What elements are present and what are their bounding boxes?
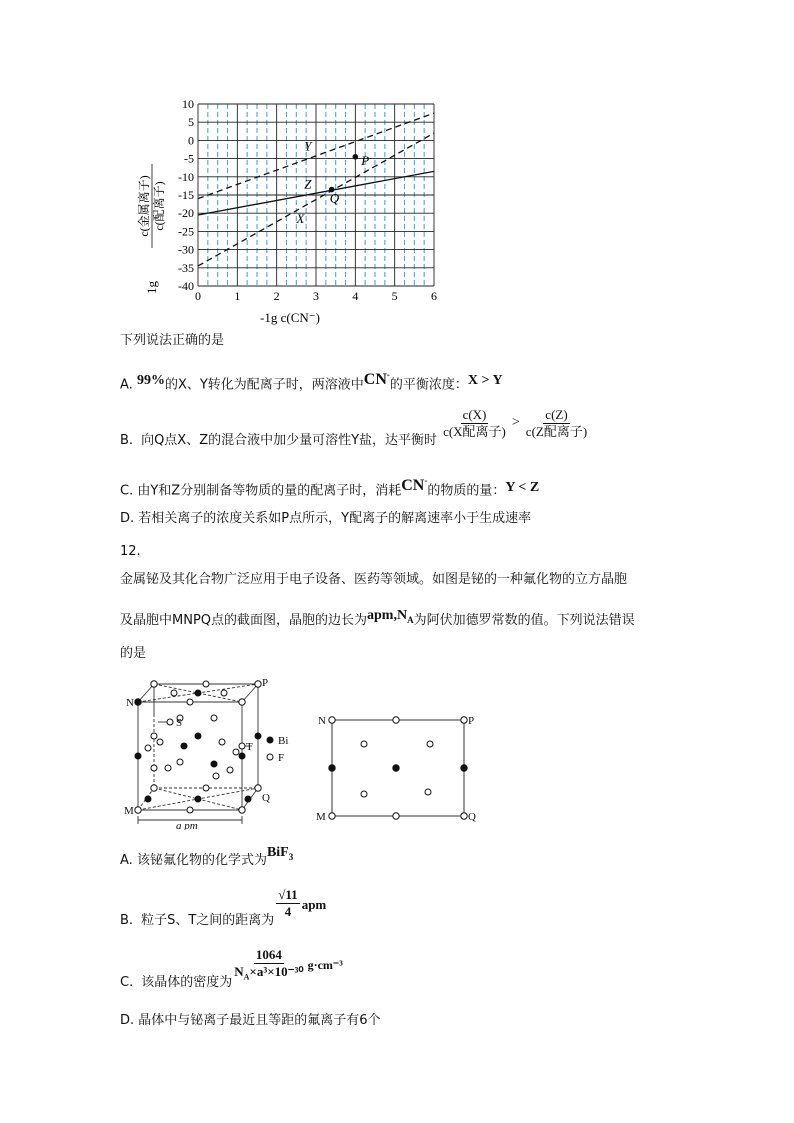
q12-option-b: B. 粒子S、T之间的距离为 $\frac{√11}{4}$ apm (120, 887, 327, 928)
option-c-text1: 由Y和Z分别制备等物质的量的配离子时，消耗 (137, 483, 402, 499)
section-label-n: N (318, 715, 326, 727)
fraction-z: $\frac{c(Z)}{\text{c(Z配离子)}}$ (525, 407, 588, 439)
y-tick-label: 5 (188, 115, 194, 130)
x-tick-label: 2 (273, 289, 280, 303)
edge-length-symbol: $apm,N_A$ (367, 608, 414, 625)
x-tick-label: 5 (391, 289, 398, 303)
cyanide-formula: CN- (363, 370, 390, 389)
y-tick-label: -40 (178, 279, 194, 293)
option-label: C. (120, 483, 134, 499)
q12-stem-line1: 金属铋及其化合物广泛应用于电子设备、医药等领域。如图是铋的一种氟化物的立方晶胞 (120, 572, 628, 587)
q12-stem-line2: 及晶胞中MNPQ点的截面图，晶胞的边长为$apm,N_A$为阿伏加德罗常数的值。下列说法错误 (120, 608, 635, 628)
unit-cell-figure (118, 672, 308, 830)
q11-option-c (120, 476, 539, 500)
annotation-z: Z (304, 176, 312, 192)
percent-value: 99% (136, 373, 165, 389)
q12-stem-line3: 的是 (120, 646, 147, 661)
x-tick-label: 0 (195, 289, 201, 303)
relation: Y < Z (505, 480, 540, 496)
cross-section-figure (312, 708, 484, 828)
q11-stem: 下列说法正确的是 (120, 333, 225, 348)
q12-option-a: A. 该铋氟化物的化学式为BiF$_3$ (120, 845, 294, 868)
x-tick-label: 1 (234, 289, 241, 303)
q12-option-c: C. 该晶体的密度为 $\frac{1064}{N_A\times a^3\times 10^{-30}}$ g·cm⁻³ (120, 947, 343, 990)
y-tick-label: -5 (184, 151, 194, 166)
y-tick-label: -15 (178, 188, 194, 202)
y-tick-label: -30 (178, 242, 194, 257)
y-axis-denominator: c(配离子) (152, 181, 166, 231)
option-c-text2: 的物质的量： (427, 483, 506, 499)
option-a-text2: 的平衡浓度： (389, 377, 468, 393)
option-label: D. (120, 511, 135, 526)
y-tick-label: 10 (182, 97, 194, 111)
distance-fraction: $\frac{√11}{4}$ (278, 887, 298, 919)
concentration-line-chart (130, 96, 450, 331)
y-tick-label: -25 (178, 224, 194, 239)
legend-bi: Bi (278, 735, 289, 747)
density-fraction: $\frac{1064}{N_A\times a^3\times 10^{-30}}$ (234, 947, 304, 982)
q12-option-d: D. 晶体中与铋离子最近且等距的氟离子有6个 (120, 1013, 381, 1028)
y-axis-prefix: 1g (144, 281, 159, 294)
y-tick-label: 0 (188, 133, 194, 148)
y-tick-label: -10 (178, 169, 194, 184)
plot-area (178, 97, 437, 303)
section-label-q: Q (468, 811, 476, 823)
y-axis-numerator: c(金属离子) (137, 175, 151, 237)
label-s: S (176, 717, 183, 729)
legend-f: F (278, 752, 285, 764)
formula-bif3: BiF$_3$ (266, 845, 294, 862)
section-label-m: M (316, 811, 326, 823)
option-d-text: 若相关离子的浓度关系如P点所示，Y配离子的解离速率小于生成速率 (138, 511, 532, 526)
y-tick-label: -20 (178, 206, 194, 221)
option-a-text1: 的X、Y转化为配离子时，两溶液中 (164, 377, 364, 393)
option-label: A. (120, 377, 133, 393)
label-p: P (262, 677, 269, 689)
relation: X > Y (467, 373, 503, 389)
y-tick-label: -35 (178, 260, 194, 275)
greater-than: > (511, 415, 520, 430)
x-tick-label: 4 (352, 289, 359, 303)
point-p (353, 154, 359, 160)
x-tick-label: 3 (313, 289, 319, 303)
q11-option-b (120, 407, 589, 450)
q11-option-d (120, 510, 531, 528)
option-b-text: 向Q点X、Z的混合液中加少量可溶性Y盐，达平衡时 (141, 433, 438, 448)
annotation-p: P (361, 152, 370, 168)
annotation-q: Q (329, 190, 340, 206)
q12-number: 12. (120, 544, 141, 559)
x-axis-title: -1g c(CN⁻) (260, 310, 320, 325)
label-t: T (246, 741, 253, 753)
annotation-y: Y (304, 138, 312, 154)
q11-option-a (120, 370, 503, 394)
label-q: Q (262, 792, 270, 804)
x-tick-label: 6 (431, 289, 437, 303)
label-n: N (126, 697, 134, 709)
label-a-pm: a pm (176, 820, 198, 830)
y-axis-title (136, 164, 166, 294)
annotation-x: X (296, 211, 305, 227)
cyanide-formula: CN- (401, 476, 428, 495)
option-label: B. (120, 433, 134, 448)
section-label-p: P (468, 715, 475, 727)
fraction-x: $\frac{c(X)}{\text{c(X配离子)}}$ (443, 407, 506, 439)
label-m: M (124, 805, 134, 817)
